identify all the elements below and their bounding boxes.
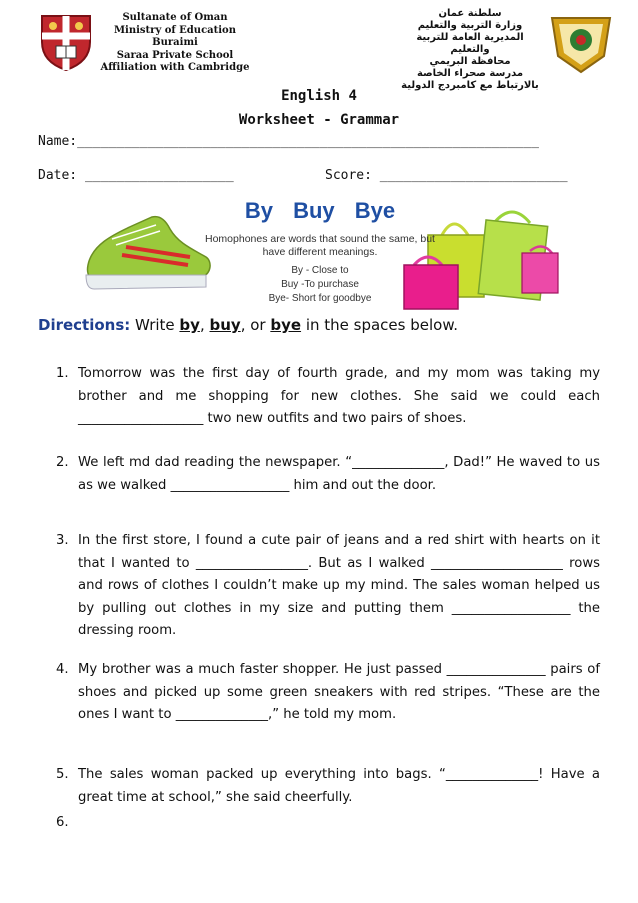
question-number: 4. xyxy=(56,662,69,677)
school-en-line: Ministry of Education xyxy=(113,24,236,36)
score-field[interactable]: Score: ________________________ xyxy=(325,168,568,183)
definition-buy: Buy -To purchase xyxy=(281,279,359,290)
word-buy: buy xyxy=(209,316,241,334)
definition-by: By - Close to xyxy=(291,265,349,276)
school-en-line: Saraa Private School xyxy=(116,49,234,61)
homophone-words: By Buy Bye xyxy=(244,198,396,223)
school-en-line: Buraimi xyxy=(152,37,198,48)
school-name-arabic xyxy=(400,8,540,92)
question-number: 2. xyxy=(56,455,69,470)
question-number: 1. xyxy=(56,366,69,381)
school-crest-icon xyxy=(38,12,94,72)
question-number: 5. xyxy=(56,767,69,782)
question-text[interactable]: Tomorrow was the first day of fourth grade, and my mom was taking my brother and me shopping for new clothes. She said we could each ___________________ two new outfits and two pairs of shoes. xyxy=(78,366,600,427)
word-by: by xyxy=(179,316,200,334)
question-number: 3. xyxy=(56,533,69,548)
directions-text: in the spaces below. xyxy=(301,316,458,334)
question-text[interactable]: We left md dad reading the newspaper. “______________, Dad!” He waved to us as we walked __________________ him and out the door. xyxy=(78,455,600,493)
question-text[interactable]: The sales woman packed up everything into bags. “______________! Have a great time at school,” she said cheerfully. xyxy=(78,767,600,805)
school-ar-line: سلطنة عمان xyxy=(438,8,502,19)
school-ar-line: بالارتباط مع كامبردج الدولية xyxy=(401,80,539,91)
question-text[interactable]: In the first store, I found a cute pair of jeans and a red shirt with hearts on it that I wanted to _________________. But as I walked ____________________ rows and rows of clothes I couldn’t make up my mind. The sales woman helped us by pulling out clothes in my size and putting them __________________ the dressing room. xyxy=(78,533,600,639)
date-field[interactable]: Date: ___________________ xyxy=(38,168,234,183)
definition-bye: Bye- Short for goodbye xyxy=(268,293,372,304)
worksheet-subtitle: Worksheet - Grammar xyxy=(238,112,400,128)
directions-line xyxy=(38,316,458,334)
word-bye: bye xyxy=(270,316,302,334)
homophone-description: Homophones are words that sound the same, but have different meanings. xyxy=(205,233,435,258)
school-emblem-icon xyxy=(546,10,616,76)
school-ar-line: المديرية العامة للتربية والتعليم xyxy=(416,32,524,55)
name-field[interactable]: Name:___________________________________________________________ xyxy=(38,134,539,149)
question-number: 6. xyxy=(56,815,69,830)
worksheet-title: English 4 xyxy=(281,88,357,104)
directions-text: Write xyxy=(130,316,180,334)
school-ar-line: وزارة التربية والتعليم xyxy=(417,20,523,31)
school-name-english xyxy=(100,12,250,75)
question-text[interactable]: My brother was a much faster shopper. He just passed _______________ pairs of shoes and picked up some green sneakers with red stripes. “These are the ones I want to ______________,” he told my mom. xyxy=(78,662,600,723)
directions-label: Directions: xyxy=(38,316,131,334)
school-ar-line: محافظة البريمي xyxy=(429,56,511,67)
sneaker-icon xyxy=(86,217,210,289)
school-en-line: Sultanate of Oman xyxy=(122,12,228,23)
school-en-line: Affiliation with Cambridge xyxy=(100,62,250,73)
school-ar-line: مدرسة صحراء الخاصة xyxy=(416,68,524,79)
directions-text: , or xyxy=(240,316,271,334)
directions-text: , xyxy=(199,316,210,334)
